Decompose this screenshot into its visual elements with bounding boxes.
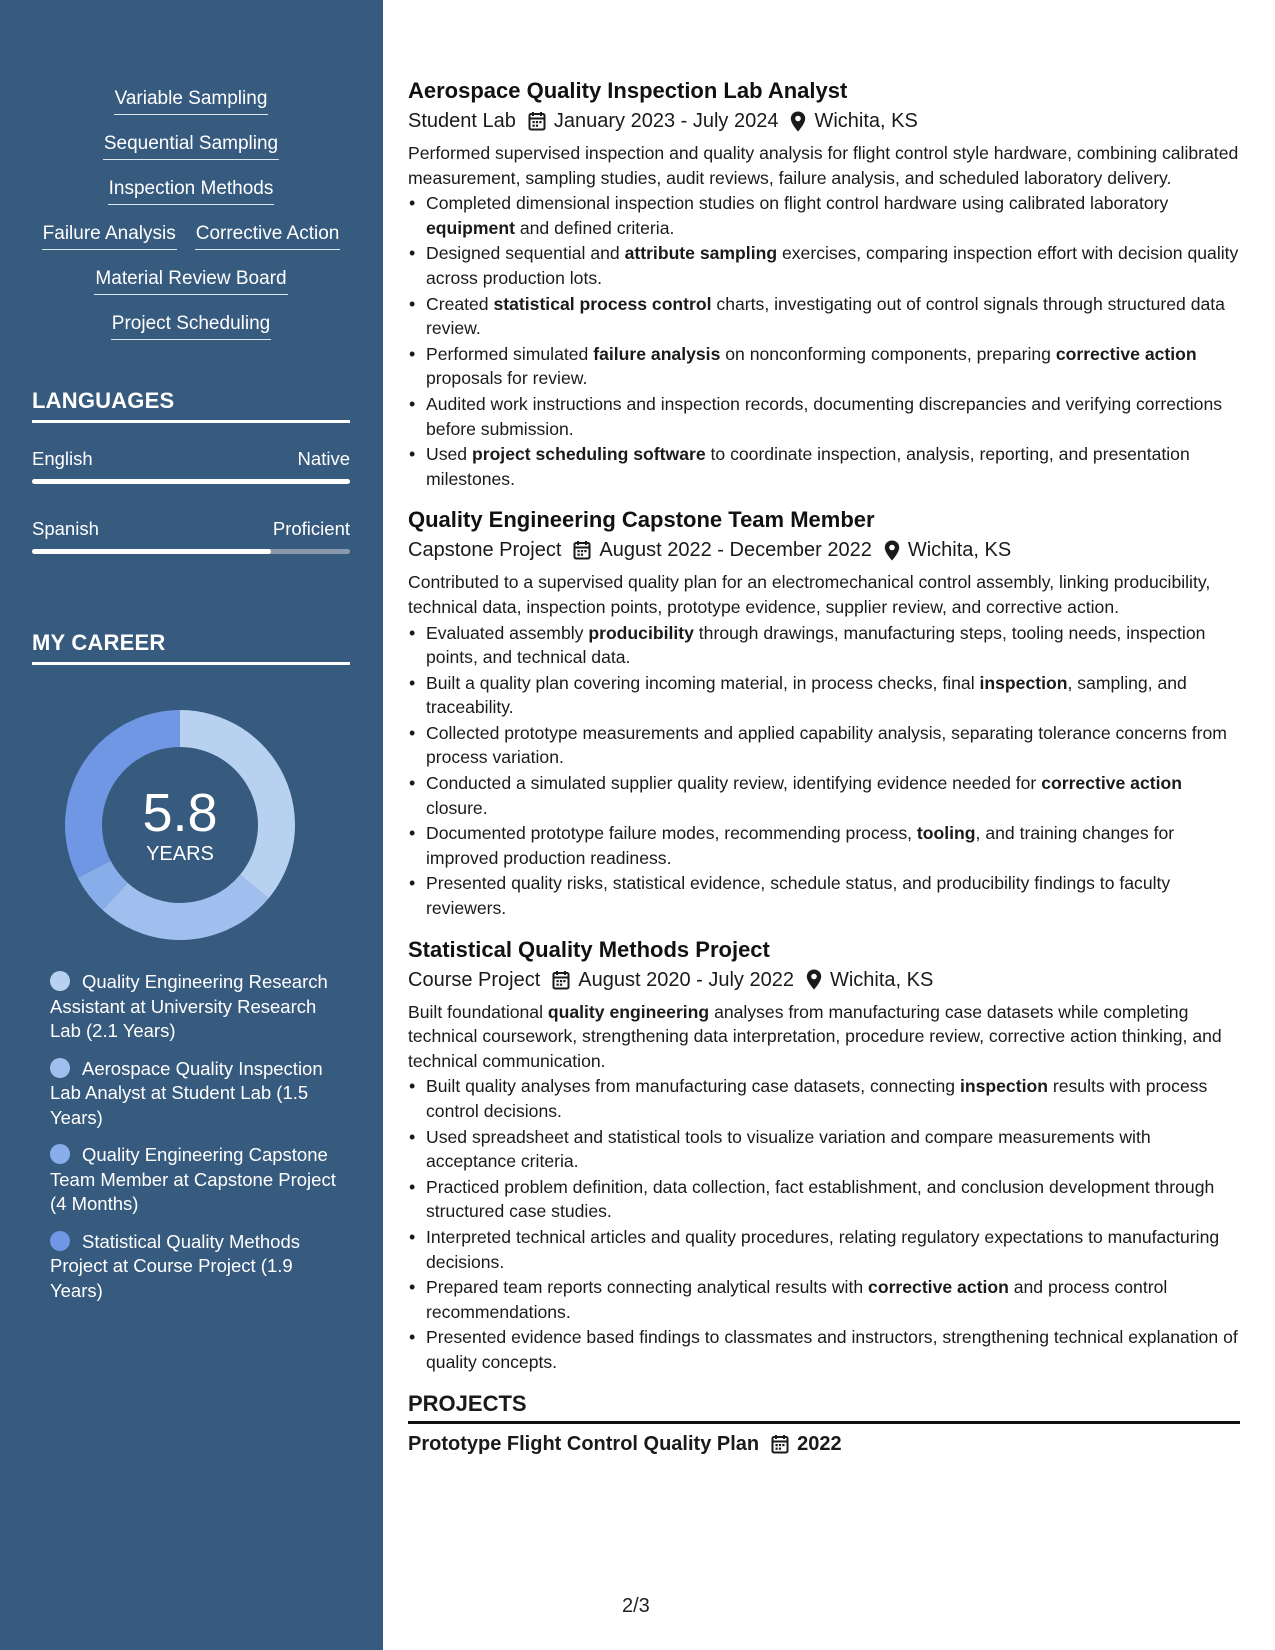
legend-dot [50,971,70,991]
text-segment: Prepared team reports connecting analytical results with [426,1277,869,1298]
text-segment: Used spreadsheet and statistical tools to visualize variation and compare measurements with acceptance criteria. [426,1126,1151,1172]
highlighted-keyword: corrective action [1041,773,1182,794]
career-total: 5.8 [142,783,218,843]
career-legend-text: Quality Engineering Capstone Team Member at Capstone Project (4 Months) [50,1144,336,1214]
text-segment: Built foundational [408,1001,548,1022]
job-location: Wichita, KS [907,539,1012,562]
list-item [408,1275,1240,1324]
career-unit: YEARS [146,843,214,865]
language-spanish [32,518,350,554]
language-bar-fill [32,549,271,554]
job-meta [408,965,1240,995]
skill-tag: Failure Analysis [42,221,177,250]
list-item [408,1325,1240,1374]
project-year: 2022 [797,1432,842,1455]
project-entry [408,1429,1240,1459]
sidebar [0,0,383,1650]
job-location: Wichita, KS [814,110,918,132]
page-number: 2/3 [622,1595,650,1617]
career-legend-item [50,1143,340,1217]
map-pin-icon [806,969,822,990]
highlighted-keyword: tooling [916,823,976,844]
calendar-icon [573,540,591,560]
text-segment: Completed dimensional inspection studies on flight control hardware using calibrated laboratory [426,193,1169,214]
list-item [408,621,1240,670]
highlighted-keyword: quality engineering [547,1001,710,1022]
skill-row [32,176,350,205]
list-item [408,292,1240,341]
job-title: Statistical Quality Methods Project [408,936,770,962]
list-item [408,342,1240,391]
text-segment: analyses from manufacturing case datasets while completing technical coursework, strengthening data interpretation, procedure review, corrective action thinking, and technical communication. [408,1001,1222,1071]
language-english [32,448,350,484]
text-segment: Presented evidence based findings to classmates and instructors, strengthening technical explanation of quality concepts. [426,1327,1238,1372]
text-segment: Performed supervised inspection and quality analysis for flight control style hardware, combining calibrated measurement, sampling studies, audit reviews, failure analysis, and scheduled laboratory delivery. [408,143,1239,188]
text-segment: results with process control decisions. [426,1076,1208,1121]
career-legend-text: Quality Engineering Research Assistant at University Research Lab (2.1 Years) [50,971,328,1041]
highlighted-keyword: corrective action [1055,343,1197,364]
projects-heading: PROJECTS [408,1389,1240,1424]
language-bar-fill [32,479,350,484]
languages-heading: LANGUAGES [32,388,350,423]
text-segment: Collected prototype measurements and applied capability analysis, separating tolerance concerns from process variation. [426,722,1227,768]
text-segment: Created [426,293,494,314]
skill-row [32,86,350,115]
highlighted-keyword: statistical process control [493,293,712,314]
list-item [408,771,1240,820]
skill-tag: Variable Sampling [114,86,269,115]
text-segment: Audited work instructions and inspection records, documenting discrepancies and verifying corrections before submission. [426,393,1223,439]
experience-entry [408,505,1240,920]
language-name: Spanish [32,518,99,539]
legend-dot [50,1231,70,1251]
text-segment: Practiced problem definition, data collection, fact establishment, and conclusion development through structured case studies. [426,1176,1215,1222]
experience-entry [408,935,1240,1375]
skill-tag: Project Scheduling [111,311,271,340]
career-legend [50,970,340,1316]
list-item [408,1074,1240,1123]
text-segment: Evaluated assembly [426,622,589,643]
job-description [408,570,1240,619]
text-segment: closure. [426,797,488,818]
text-segment: charts, investigating out of control signals through structured data review. [426,293,1225,339]
job-meta [408,106,1240,136]
text-segment: Designed sequential and [426,243,625,264]
skill-row [32,311,350,340]
calendar-icon [552,970,570,990]
text-segment: , sampling, and traceability. [426,672,1187,718]
text-segment: Performed simulated [426,343,594,364]
skills-list [32,86,350,356]
job-description [408,141,1240,190]
list-item [408,721,1240,770]
language-level: Proficient [272,518,350,539]
text-segment: Presented quality risks, statistical evidence, schedule status, and producibility findings to faculty reviewers. [426,873,1171,919]
career-legend-text: Statistical Quality Methods Project at Course Project (1.9 Years) [50,1230,300,1301]
highlighted-keyword: equipment [426,217,515,238]
list-item [408,1175,1240,1224]
language-bar [32,479,350,484]
career-legend-text: Aerospace Quality Inspection Lab Analyst at Student Lab (1.5 Years) [50,1057,323,1128]
list-item [408,442,1240,491]
career-legend-item [50,1057,340,1131]
text-segment: through drawings, manufacturing steps, tooling needs, inspection points, and technical data. [426,622,1206,668]
text-segment: Contributed to a supervised quality plan for an electromechanical control assembly, linking producibility, technical data, inspection points, prototype evidence, supplier review, and corrective action. [408,572,1211,617]
career-heading: MY CAREER [32,630,350,665]
map-pin-icon [790,111,806,132]
job-location: Wichita, KS [829,968,934,991]
list-item [408,821,1240,870]
job-title: Aerospace Quality Inspection Lab Analyst [408,78,848,103]
job-bullets [408,191,1240,491]
job-organization: Course Project [408,968,541,991]
text-segment: and process control recommendations. [426,1277,1168,1322]
list-item [408,191,1240,240]
text-segment: Interpreted technical articles and quality procedures, relating regulatory expectations to manufacturing decisions. [426,1226,1220,1272]
highlighted-keyword: attribute sampling [624,243,778,264]
career-donut-label [65,710,295,940]
text-segment: and defined criteria. [514,217,675,238]
highlighted-keyword: failure analysis [593,343,721,364]
skill-row [32,221,350,250]
list-item [408,241,1240,290]
language-bar [32,549,350,554]
job-title: Quality Engineering Capstone Team Member [408,507,875,533]
text-segment: to coordinate inspection, analysis, reporting, and presentation milestones. [426,444,1190,489]
list-item [408,392,1240,441]
text-segment: Built a quality plan covering incoming material, in process checks, final [426,672,980,693]
highlighted-keyword: corrective action [868,1277,1009,1298]
text-segment: Documented prototype failure modes, recommending process, [426,823,917,844]
job-description [408,1000,1240,1074]
job-dates: August 2020 - July 2022 [578,968,794,991]
text-segment: Used [426,444,472,465]
skill-row [32,266,350,295]
job-organization: Capstone Project [408,539,562,562]
skill-tag: Sequential Sampling [103,131,279,160]
job-dates: August 2022 - December 2022 [599,539,872,562]
highlighted-keyword: project scheduling software [471,444,706,465]
skill-tag: Inspection Methods [108,176,275,205]
text-segment: , and training changes for improved production readiness. [426,823,1175,868]
career-legend-item [50,1230,340,1304]
language-name: English [32,448,93,469]
job-bullets [408,1074,1240,1374]
calendar-icon [528,111,546,131]
career-legend-item [50,970,340,1044]
text-segment: proposals for review. [426,368,588,389]
highlighted-keyword: inspection [959,1076,1048,1097]
skill-tag: Material Review Board [94,266,287,295]
map-pin-icon [884,540,900,561]
list-item [408,671,1240,720]
job-organization: Student Lab [408,110,516,132]
job-bullets [408,621,1240,921]
job-meta [408,535,1240,565]
job-dates: January 2023 - July 2024 [553,110,779,132]
calendar-icon [771,1434,789,1454]
list-item [408,1225,1240,1274]
skill-tag: Corrective Action [195,221,341,250]
text-segment: Built quality analyses from manufacturing case datasets, connecting [426,1076,960,1097]
text-segment: Conducted a simulated supplier quality review, identifying evidence needed for [426,773,1042,794]
highlighted-keyword: inspection [979,672,1068,693]
legend-dot [50,1058,70,1078]
main-content [408,76,1240,1459]
text-segment: on nonconforming components, preparing [720,343,1056,364]
project-title: Prototype Flight Control Quality Plan [408,1432,760,1455]
text-segment: exercises, comparing inspection effort with decision quality across production lots. [426,243,1239,288]
list-item [408,871,1240,920]
highlighted-keyword: producibility [588,622,694,643]
skill-row [32,131,350,160]
legend-dot [50,1144,70,1164]
language-level: Native [297,448,350,469]
experience-entry [408,76,1240,491]
list-item [408,1125,1240,1174]
